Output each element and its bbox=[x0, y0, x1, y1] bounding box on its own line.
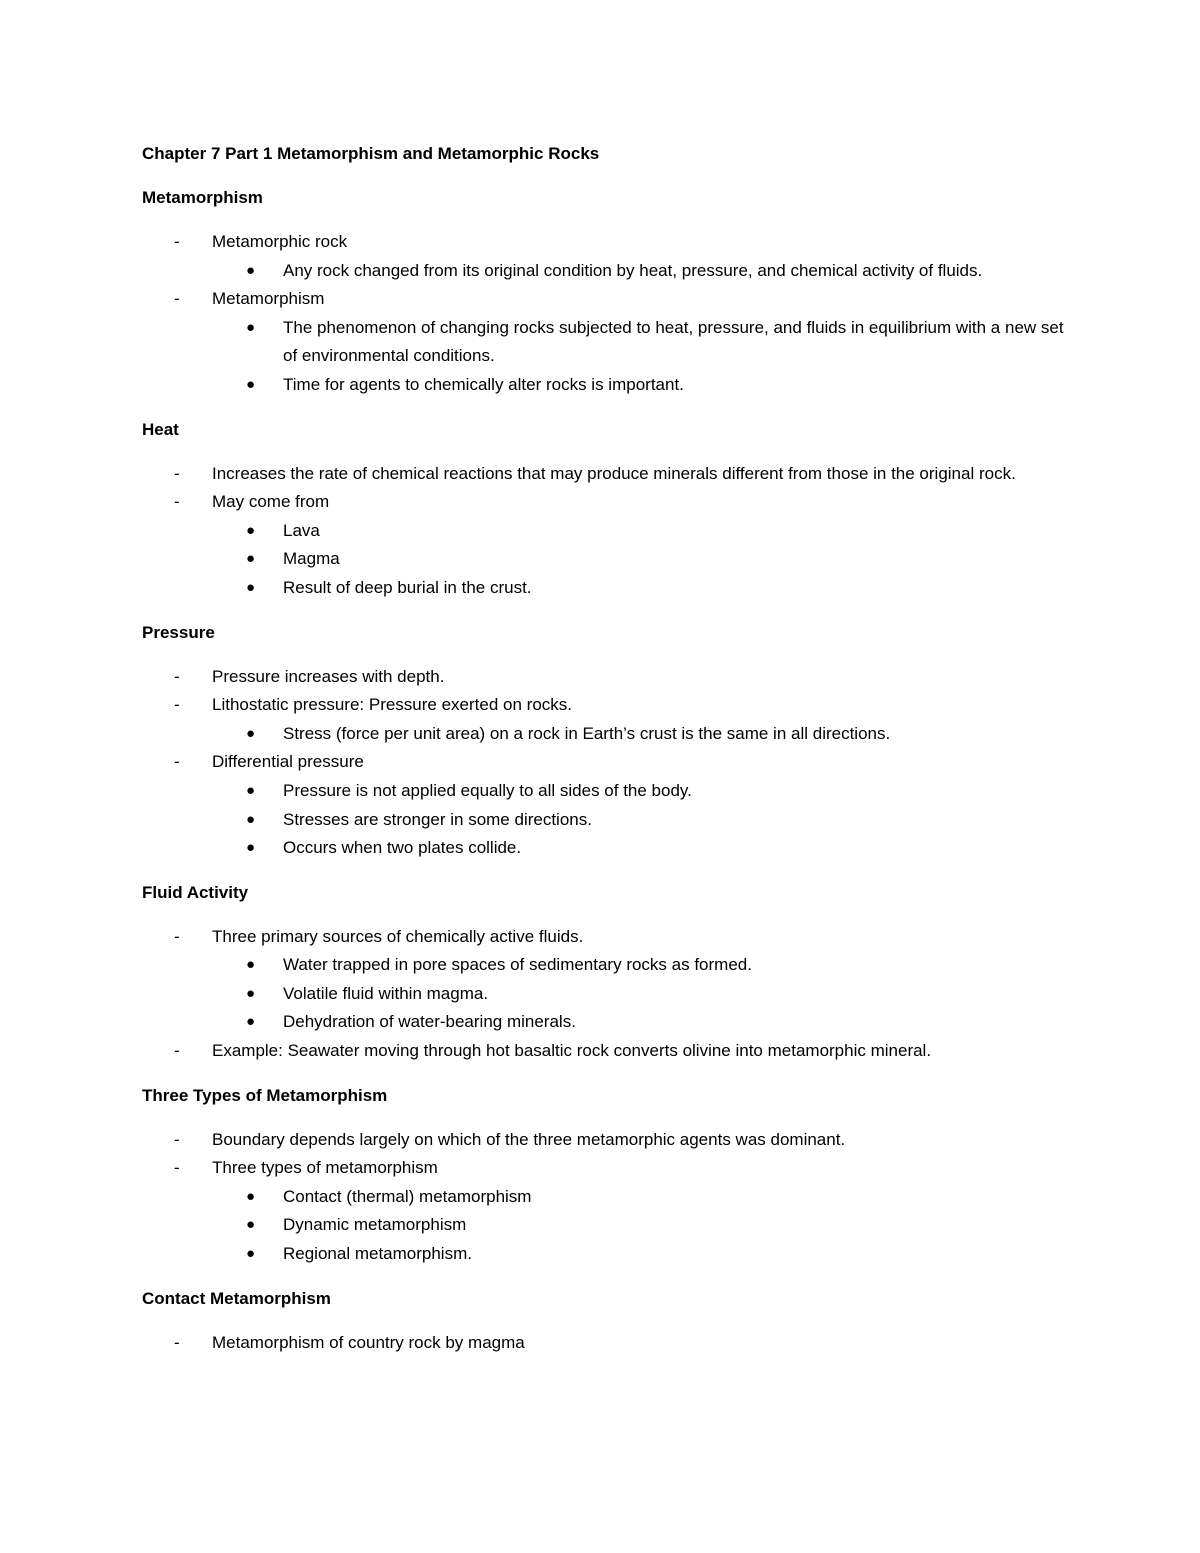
section-heading: Three Types of Metamorphism bbox=[142, 1085, 388, 1105]
bullet-list bbox=[212, 314, 1072, 400]
list-item-text: Pressure increases with depth. bbox=[212, 666, 445, 686]
list-item-text: Differential pressure bbox=[212, 752, 364, 772]
dash-list bbox=[142, 663, 1072, 863]
dash-marker: - bbox=[174, 232, 180, 251]
section-heading: Fluid Activity bbox=[142, 882, 249, 902]
list-item bbox=[142, 691, 1072, 748]
bullet-icon: ● bbox=[246, 261, 256, 279]
dash-marker: - bbox=[174, 926, 180, 946]
bullet-icon: ● bbox=[246, 781, 256, 799]
bullet-item bbox=[212, 951, 1072, 980]
bullet-item bbox=[212, 257, 1072, 286]
bullet-list bbox=[212, 1183, 1072, 1269]
bullet-item-text: Stress (force per unit area) on a rock in Earth’s crust is the same in all directions. bbox=[283, 723, 891, 743]
bullet-list bbox=[212, 777, 1072, 863]
bullet-item bbox=[212, 371, 1072, 400]
dash-list bbox=[142, 460, 1072, 603]
bullet-item bbox=[212, 1008, 1072, 1037]
bullet-item-text: Any rock changed from its original condition by heat, pressure, and chemical activity of fluids. bbox=[283, 260, 983, 280]
dash-marker: - bbox=[174, 1332, 180, 1352]
list-item-text: Metamorphism of country rock by magma bbox=[212, 1332, 525, 1352]
bullet-item-text: Dynamic metamorphism bbox=[283, 1215, 467, 1235]
bullet-icon: ● bbox=[246, 318, 256, 336]
bullet-item-text: Pressure is not applied equally to all sides of the body. bbox=[283, 780, 692, 800]
bullet-item bbox=[212, 1211, 1072, 1240]
bullet-item-text: Time for agents to chemically alter rocks is important. bbox=[283, 374, 684, 394]
bullet-item-text: Lava bbox=[283, 520, 320, 540]
bullet-list bbox=[212, 257, 1072, 286]
bullet-item bbox=[212, 834, 1072, 863]
bullet-item-text: Stresses are stronger in some directions. bbox=[283, 809, 592, 829]
dash-list bbox=[142, 923, 1072, 1066]
list-item bbox=[142, 285, 1072, 399]
section-heading: Contact Metamorphism bbox=[142, 1288, 331, 1308]
bullet-item-text: Result of deep burial in the crust. bbox=[283, 577, 532, 597]
dash-list bbox=[142, 228, 1072, 400]
list-item-text: Three types of metamorphism bbox=[212, 1158, 438, 1178]
document-title: Chapter 7 Part 1 Metamorphism and Metamorphic Rocks bbox=[142, 144, 600, 163]
bullet-item-text: Contact (thermal) metamorphism bbox=[283, 1186, 532, 1206]
dash-marker: - bbox=[174, 666, 180, 686]
bullet-item bbox=[212, 574, 1072, 603]
bullet-icon: ● bbox=[246, 1013, 256, 1031]
bullet-icon: ● bbox=[246, 375, 256, 393]
bullet-icon: ● bbox=[246, 521, 256, 539]
list-item bbox=[142, 1037, 1072, 1066]
list-item-text: Metamorphism bbox=[212, 289, 325, 309]
bullet-item-text: The phenomenon of changing rocks subjected to heat, pressure, and fluids in equilibrium with a new set of environmental conditions. bbox=[283, 317, 1064, 366]
dash-marker: - bbox=[174, 752, 180, 772]
list-item-text: Increases the rate of chemical reactions that may produce minerals different from those in the original rock. bbox=[212, 463, 1016, 483]
section-heading: Metamorphism bbox=[142, 188, 263, 207]
list-item bbox=[142, 748, 1072, 862]
list-item bbox=[142, 488, 1072, 602]
bullet-list bbox=[212, 517, 1072, 603]
bullet-icon: ● bbox=[246, 724, 256, 742]
list-item bbox=[142, 1126, 1072, 1155]
list-item-text: May come from bbox=[212, 492, 330, 512]
list-item bbox=[142, 1154, 1072, 1268]
dash-list bbox=[142, 1126, 1072, 1269]
list-item bbox=[142, 1329, 1072, 1358]
bullet-icon: ● bbox=[246, 578, 256, 596]
bullet-item-text: Water trapped in pore spaces of sedimentary rocks as formed. bbox=[283, 955, 752, 975]
dash-marker: - bbox=[174, 1129, 180, 1149]
bullet-list bbox=[212, 720, 1072, 749]
dash-marker: - bbox=[174, 1158, 180, 1178]
bullet-item-text: Dehydration of water-bearing minerals. bbox=[283, 1012, 576, 1032]
bullet-item-text: Regional metamorphism. bbox=[283, 1244, 472, 1264]
section-heading: Pressure bbox=[142, 622, 215, 642]
bullet-item bbox=[212, 720, 1072, 749]
bullet-item-text: Occurs when two plates collide. bbox=[283, 838, 522, 858]
bullet-icon: ● bbox=[246, 956, 256, 974]
list-item-text: Three primary sources of chemically active fluids. bbox=[212, 926, 584, 946]
list-item-text: Lithostatic pressure: Pressure exerted on rocks. bbox=[212, 695, 572, 715]
bullet-icon: ● bbox=[246, 984, 256, 1002]
bullet-item-text: Volatile fluid within magma. bbox=[283, 983, 489, 1003]
dash-marker: - bbox=[174, 695, 180, 715]
bullet-icon: ● bbox=[246, 550, 256, 568]
bullet-item bbox=[212, 1183, 1072, 1212]
bullet-icon: ● bbox=[246, 839, 256, 857]
list-item bbox=[142, 460, 1072, 489]
dash-marker: - bbox=[174, 463, 180, 483]
list-item bbox=[142, 663, 1072, 692]
bullet-item bbox=[212, 777, 1072, 806]
bullet-item bbox=[212, 806, 1072, 835]
bullet-list bbox=[212, 951, 1072, 1037]
bullet-icon: ● bbox=[246, 1187, 256, 1205]
dash-marker: - bbox=[174, 289, 180, 309]
bullet-icon: ● bbox=[246, 1216, 256, 1234]
document-content bbox=[142, 140, 1072, 1373]
list-item-text: Metamorphic rock bbox=[212, 232, 348, 251]
bullet-item bbox=[212, 980, 1072, 1009]
bullet-item bbox=[212, 545, 1072, 574]
bullet-item bbox=[212, 517, 1072, 546]
dash-list bbox=[142, 1329, 1072, 1358]
bullet-item-text: Magma bbox=[283, 549, 340, 569]
bullet-item bbox=[212, 314, 1072, 371]
list-item-text: Boundary depends largely on which of the three metamorphic agents was dominant. bbox=[212, 1129, 846, 1149]
list-item bbox=[142, 923, 1072, 1037]
list-item-text: Example: Seawater moving through hot basaltic rock converts olivine into metamorphic mineral. bbox=[212, 1041, 932, 1061]
bullet-item bbox=[212, 1240, 1072, 1269]
bullet-icon: ● bbox=[246, 1245, 256, 1263]
dash-marker: - bbox=[174, 1041, 180, 1061]
bullet-icon: ● bbox=[246, 810, 256, 828]
section-heading: Heat bbox=[142, 419, 179, 439]
list-item bbox=[142, 228, 1072, 285]
dash-marker: - bbox=[174, 492, 180, 512]
